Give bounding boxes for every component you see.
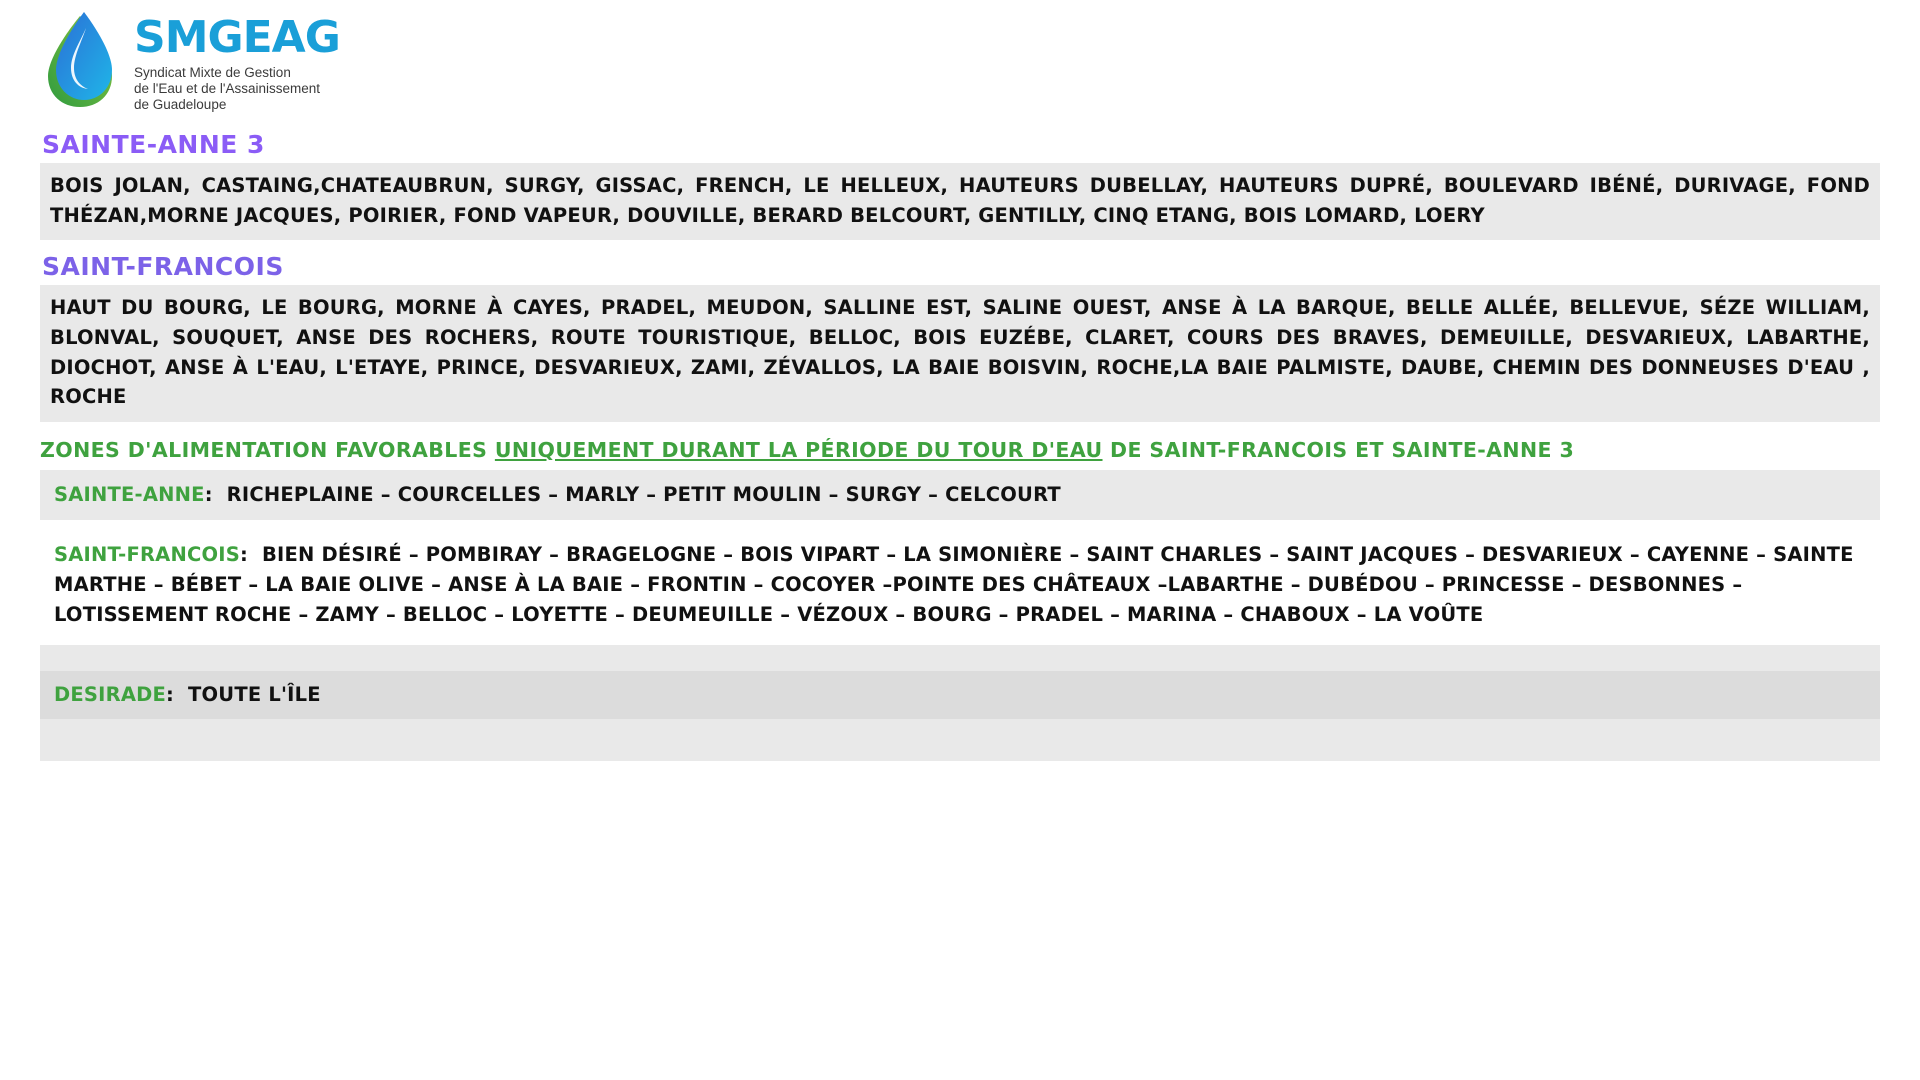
- favorable-label-sainte-anne: SAINTE-ANNE: [54, 482, 205, 506]
- favorable-heading-underlined: UNIQUEMENT DURANT LA PÉRIODE DU TOUR D'EAU: [494, 437, 1103, 462]
- favorable-entry-sainte-anne: [40, 470, 1880, 520]
- section-title-sainte-anne-3: SAINTE-ANNE 3: [42, 130, 265, 159]
- desirade-row: [40, 671, 1880, 719]
- favorable-value-saint-francois: BIEN DÉSIRÉ – POMBIRAY – BRAGELOGNE – BOIS VIPART – LA SIMONIÈRE – SAINT CHARLES – SAINT JACQUES – DESVARIEUX – CAYENNE – SAINTE MARTHE – BÉBET – LA BAIE OLIVE – ANSE À LA BAIE – FRONTIN – COCOYER –POINTE DES CHÂTEAUX –LABARTHE – DUBÉDOU – PRINCESSE – DESBONNES – LOTISSEMENT ROCHE – ZAMY – BELLOC – LOYETTE – DEUMEUILLE – VÉZOUX – BOURG – PRADEL – MARINA – CHABOUX – LA VOÛTE: [54, 542, 1854, 627]
- logo-text: [134, 8, 340, 113]
- brand-name: [134, 12, 340, 63]
- favorable-label-desirade: DESIRADE: [54, 682, 167, 706]
- favorable-entry-saint-francois-line: [54, 540, 1866, 631]
- favorable-zones-heading: [40, 438, 1880, 462]
- brand-subtitle-line-1: Syndicat Mixte de Gestion: [134, 65, 291, 80]
- favorable-value-desirade: TOUTE L'ÎLE: [188, 682, 321, 706]
- logo-block: [40, 0, 1880, 128]
- favorable-colon-desirade: :: [166, 682, 175, 706]
- zone-list-sainte-anne-3: [40, 163, 1880, 240]
- favorable-entry-desirade-line: [54, 680, 1866, 710]
- favorable-entry-saint-francois: [40, 534, 1880, 631]
- zone-list-saint-francois-text: HAUT DU BOURG, LE BOURG, MORNE À CAYES, PRADEL, MEUDON, SALLINE EST, SALINE OUEST, ANSE À LA BARQUE, BELLE ALLÉE, BELLEVUE, SÉZE WILLIAM, BLONVAL, SOUQUET, ANSE DES ROCHERS, ROUTE TOURISTIQUE, BELLOC, BOIS EUZÉBE, CLARET, COURS DES BRAVES, DEMEUILLE, DESVARIEUX, LABARTHE, DIOCHOT, ANSE À L'EAU, L'ETAYE, PRINCE, DESVARIEUX, ZAMI, ZÉVALLOS, LA BAIE BOISVIN, ROCHE,LA BAIE PALMISTE, DAUBE, CHEMIN DES DONNEUSES D'EAU , ROCHE: [50, 296, 1870, 409]
- brand-name-text: SMGEAG: [134, 12, 340, 63]
- zone-list-sainte-anne-3-text: BOIS JOLAN, CASTAING,CHATEAUBRUN, SURGY, GISSAC, FRENCH, LE HELLEUX, HAUTEURS DUBELLAY, HAUTEURS DUPRÉ, BOULEVARD IBÉNÉ, DURIVAGE, FOND THÉZAN,MORNE JACQUES, POIRIER, FOND VAPEUR, DOUVILLE, BERARD BELCOURT, GENTILLY, CINQ ETANG, BOIS LOMARD, LOERY: [50, 174, 1870, 227]
- favorable-entry-desirade: [40, 645, 1880, 761]
- brand-subtitle-line-3: de Guadeloupe: [134, 96, 227, 112]
- brand-subtitle-line-2: de l'Eau et de l'Assainissement: [134, 80, 321, 96]
- favorable-heading-part-2: DE SAINT-FRANCOIS ET SAINTE-ANNE 3: [1102, 437, 1575, 462]
- desirade-spacer-top: [40, 645, 1880, 671]
- water-drop-icon: [40, 8, 124, 112]
- favorable-value-sainte-anne: RICHEPLAINE – COURCELLES – MARLY – PETIT MOULIN – SURGY – CELCOURT: [226, 482, 1061, 506]
- favorable-colon-sainte-anne: :: [204, 482, 213, 506]
- section-title-saint-francois: SAINT-FRANCOIS: [42, 252, 284, 282]
- favorable-heading-part-1: ZONES D'ALIMENTATION FAVORABLES: [40, 437, 495, 462]
- favorable-label-saint-francois: SAINT-FRANCOIS: [54, 542, 240, 566]
- favorable-colon-saint-francois: :: [239, 542, 248, 566]
- desirade-spacer-bottom: [40, 719, 1880, 761]
- brand-subtitle: [134, 65, 340, 113]
- favorable-entry-sainte-anne-line: [54, 480, 1866, 510]
- zone-list-saint-francois: [40, 285, 1880, 422]
